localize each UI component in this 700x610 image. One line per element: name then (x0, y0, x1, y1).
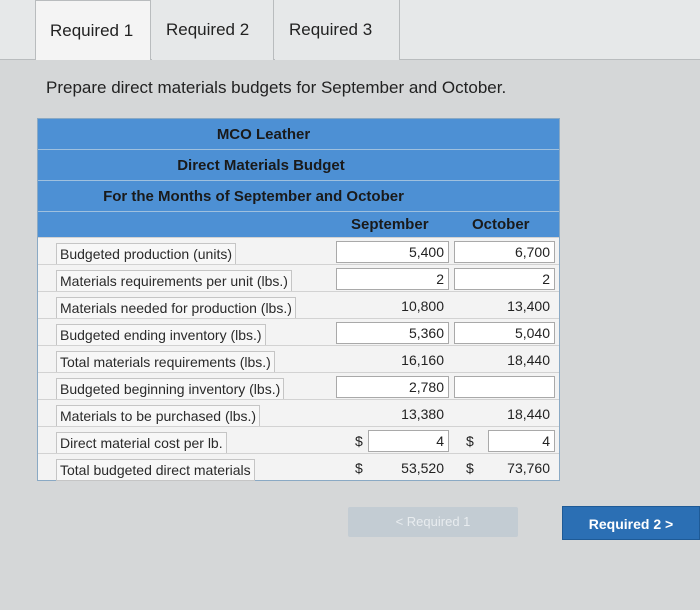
column-header-september: September (351, 216, 429, 233)
column-header-row (38, 212, 559, 237)
tab-required-3[interactable]: Required 3 (275, 0, 400, 60)
october-dollar-sign: $ (466, 433, 474, 449)
october-value: 18,440 (507, 406, 550, 422)
tab-required-1[interactable]: Required 1 (35, 0, 151, 60)
row-label: Total materials requirements (lbs.) (56, 351, 275, 373)
row-label: Budgeted ending inventory (lbs.) (56, 324, 266, 346)
october-value: 73,760 (507, 460, 550, 476)
table-row (38, 399, 559, 426)
september-input[interactable]: 2 (336, 268, 449, 290)
column-header-october: October (472, 216, 530, 233)
october-input[interactable] (454, 376, 555, 398)
table-row (38, 372, 559, 399)
budget-title: Direct Materials Budget (38, 150, 559, 181)
september-input[interactable]: 2,780 (336, 376, 449, 398)
september-input[interactable]: 4 (368, 430, 449, 452)
row-label: Direct material cost per lb. (56, 432, 227, 454)
table-row (38, 291, 559, 318)
table-row (38, 318, 559, 345)
table-row (38, 426, 559, 453)
october-value: 13,400 (507, 298, 550, 314)
budget-company-title: MCO Leather (38, 119, 559, 150)
table-row (38, 237, 559, 264)
previous-button-label: < (395, 514, 407, 529)
tab-bar (0, 0, 700, 60)
table-row (38, 453, 559, 480)
september-value: 53,520 (401, 460, 444, 476)
september-input[interactable]: 5,400 (336, 241, 449, 263)
row-label: Budgeted production (units) (56, 243, 236, 265)
previous-button-text: Required 1 (406, 514, 471, 529)
september-dollar-sign: $ (355, 460, 363, 476)
instruction-text: Prepare direct materials budgets for September and October. (46, 78, 507, 97)
chevron-right-icon: > (661, 516, 674, 532)
october-value: 18,440 (507, 352, 550, 368)
row-label: Budgeted beginning inventory (lbs.) (56, 378, 284, 400)
october-input[interactable]: 2 (454, 268, 555, 290)
september-value: 10,800 (401, 298, 444, 314)
table-row (38, 264, 559, 291)
previous-required-button[interactable] (348, 507, 518, 537)
budget-rows (38, 237, 559, 480)
budget-period-title: For the Months of September and October (38, 181, 559, 212)
row-label: Materials requirements per unit (lbs.) (56, 270, 292, 292)
table-row (38, 345, 559, 372)
september-value: 13,380 (401, 406, 444, 422)
tab-required-2[interactable]: Required 2 (152, 0, 274, 60)
direct-materials-budget-table (37, 118, 560, 481)
september-value: 16,160 (401, 352, 444, 368)
october-dollar-sign: $ (466, 460, 474, 476)
october-input[interactable]: 6,700 (454, 241, 555, 263)
row-label: Total budgeted direct materials (56, 459, 255, 481)
row-label: Materials needed for production (lbs.) (56, 297, 296, 319)
row-label: Materials to be purchased (lbs.) (56, 405, 260, 427)
next-required-button[interactable] (562, 506, 700, 540)
september-dollar-sign: $ (355, 433, 363, 449)
october-input[interactable]: 5,040 (454, 322, 555, 344)
october-input[interactable]: 4 (488, 430, 555, 452)
september-input[interactable]: 5,360 (336, 322, 449, 344)
next-button-label: Required 2 (588, 516, 662, 532)
